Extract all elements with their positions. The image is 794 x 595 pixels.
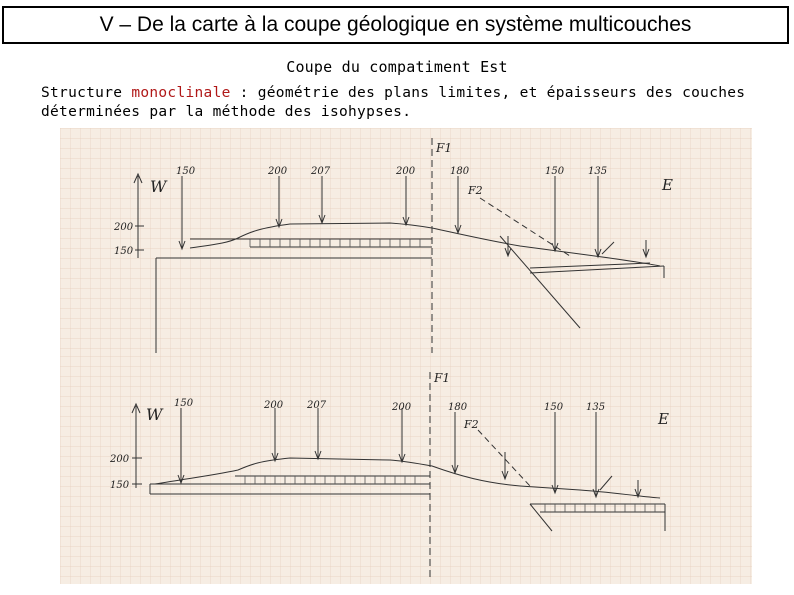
cross-section-bottom: [60, 356, 752, 584]
label-east: E: [662, 176, 673, 194]
spot-height: 200: [264, 400, 284, 411]
spot-height: 150: [545, 166, 565, 177]
grid-lines: [60, 356, 752, 584]
label-alt150: 150: [110, 480, 130, 491]
grid-lines: [60, 128, 752, 356]
cross-section-top: [60, 128, 752, 356]
cross-section-top-drawing: [60, 128, 752, 356]
label-alt150: 150: [114, 246, 134, 257]
description-after: : géométrie des plans limites, et épaisseurs des couches déterminées par la méthode des isohypses.: [41, 85, 746, 120]
label-alt200: 200: [114, 222, 134, 233]
spot-height: 200: [392, 402, 412, 413]
label-fault2: F2: [468, 184, 483, 197]
spot-height: 150: [174, 398, 194, 409]
label-west: W: [150, 177, 167, 196]
description-before: Structure: [41, 85, 132, 101]
label-east: E: [658, 410, 669, 428]
spot-height: 200: [268, 166, 288, 177]
description: [41, 84, 781, 122]
spot-height: 207: [307, 400, 327, 411]
spot-height: 150: [544, 402, 564, 413]
spot-height: 180: [450, 166, 470, 177]
spot-height: 207: [311, 166, 331, 177]
cross-section-bottom-drawing: [60, 356, 752, 584]
spot-height: 200: [396, 166, 416, 177]
page-title: [2, 6, 789, 44]
description-highlight: monoclinale: [131, 85, 231, 101]
spot-height: 180: [448, 402, 468, 413]
label-fault2: F2: [464, 418, 479, 431]
section-subtitle: Coupe du compatiment Est: [286, 58, 508, 76]
label-alt200: 200: [110, 454, 130, 465]
label-fault1: F1: [434, 371, 450, 385]
spot-height: 150: [176, 166, 196, 177]
label-west: W: [146, 405, 163, 424]
label-fault1: F1: [436, 141, 452, 155]
page-title-text: V – De la carte à la coupe géologique en système multicouches: [99, 13, 692, 36]
spot-height: 135: [586, 402, 606, 413]
spot-height: 135: [588, 166, 608, 177]
